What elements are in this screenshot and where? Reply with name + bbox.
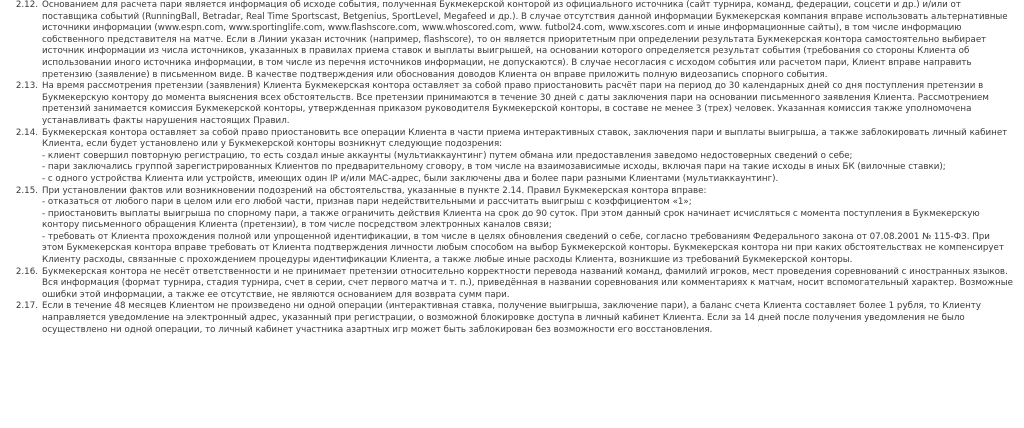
clause-number: 2.17. bbox=[15, 301, 38, 312]
clause-body bbox=[42, 128, 1014, 186]
clause-list-item: - отказаться от любого пари в целом или его любой части, признав пари недействительными и рассчитать выигрыш с коэффициентом «1»; bbox=[42, 197, 692, 208]
clause-2-14 bbox=[0, 128, 1014, 186]
clause-body bbox=[42, 301, 1014, 336]
clause-list-item: - приостановить выплаты выигрыша по спорному пари, а также ограничить действия Клиента на срок до 90 суток. При этом данный срок начинает исчисляться с момента поступления в Букмекерскую контору письменного обращения Клиента (претензии), в том числе посредством электронных каналов связи; bbox=[42, 208, 980, 231]
clause-text: На время рассмотрения претензии (заявления) Клиента Букмекерская контора оставляет за собой право приостановить расчёт пари на период до 30 календарных дней со дня поступления претензии в Букмекерскую контору до момента выяснения всех обстоятельств. Все претензии принимаются в течение 30 дней с даты заключения пари на основании письменного заявления Клиента. Рассмотрением претензий занимается комиссия Букмекерской конторы, утвержденная приказом руководителя Букмекерской конторы, в составе не менее 3 (трех) человек. Указанная комиссия также уполномочена устанавливать факты нарушения настоящих Правил. bbox=[42, 81, 989, 126]
clause-2-16 bbox=[0, 267, 1014, 302]
clause-number: 2.13. bbox=[15, 81, 38, 92]
clause-body bbox=[42, 186, 1014, 267]
clause-2-12 bbox=[0, 0, 1014, 81]
clause-2-15 bbox=[0, 186, 1014, 267]
clause-list-item: - пари заключались группой зарегистрированных Клиентов по предварительному сговору, в том числе на взаимозависимые исходы, включая пари на такие исходы в иных БК (вилочные ставки); bbox=[42, 162, 946, 173]
clause-text: Если в течение 48 месяцев Клиентом не произведено ни одной операции (интерактивная ставка, получение выигрыша, заключение пари), а баланс счета Клиента составляет более 1 рубля, то Клиенту направляется уведомление на электронный адрес, указанный при регистрации, о возможной блокировке доступа в личный кабинет Клиента. Если за 14 дней после получения уведомления не было осуществлено ни одной операции, то личный кабинет участника азартных игр может быть заблокирован без возможности его восстановления. bbox=[42, 301, 981, 335]
clause-2-13 bbox=[0, 81, 1014, 127]
clause-body bbox=[42, 267, 1014, 302]
clause-body bbox=[42, 0, 1014, 81]
clause-2-17 bbox=[0, 301, 1014, 336]
clause-number: 2.16. bbox=[15, 266, 38, 277]
clause-text: Основанием для расчета пари является информация об исходе события, полученная Букмекерской конторой из официального источника (сайт турнира, команд, федерации, соцсети и др.) и/или от поставщика событий (RunningBall, Betradar, Real Time Sportscast, Betgenius, SportLevel, Megafeed и др.). В случае отсутствия данной информации Букмекерская компания вправе использовать альтернативные источники информации (www.espn.com, www.sportinglife.com, www.flashscore.com, www.whoscored.com, www. futbol24.com, www.xscores.com и иные информационные сайты), в том числе информацию собственного представителя на матче. Если в Линии указан источник (например, flashscore), то он является приоритетным при определении результата Букмекерская контора самостоятельно выбирает источник информации из числа источников, указанных в правилах приема ставок и выплаты выигрышей, на основании которого определяется результат события (требования со стороны Клиента об использовании иного источника информации, в том числе из перечня источников информации, не допускаются). В случае несогласия с исходом события или расчетом пари, Клиент вправе направить претензию (заявление) в письменном виде. В качестве подтверждения или обоснования доводов Клиента он вправе приложить полную видеозапись спорного события. bbox=[42, 0, 1008, 80]
clause-list-item: - клиент совершил повторную регистрацию, то есть создал иные аккаунты (мультиаккаунтинг) путем обмана или предоставления заведомо недостоверных сведений о себе; bbox=[42, 150, 853, 161]
clause-text: Букмекерская контора не несёт ответственности и не принимает претензии относительно корректности перевода названий команд, фамилий игроков, мест проведения соревнований с иностранных языков. Вся информация (формат турнира, стадия турнира, счет в серии, счет первого матча и т. п.), приведённая в названии соревнования или комментариях к матчам, носит вспомогательный характер. Возможные ошибки этой информации, а также ее отсутствие, не являются основанием для возврата сумм пари. bbox=[42, 266, 1013, 300]
clause-text: Букмекерская контора оставляет за собой право приостановить все операции Клиента в части приема интерактивных ставок, заключения пари и выплаты выигрыша, а также заблокировать личный кабинет Клиента, если будет установлено или у Букмекерской конторы возникнут следующие подозрения: bbox=[42, 127, 1008, 150]
clause-number: 2.15. bbox=[15, 185, 38, 196]
clause-text: При установлении фактов или возникновении подозрений на обстоятельства, указанные в пункте 2.14. Правил Букмекерская контора вправе: bbox=[42, 185, 707, 196]
clause-list-item: - требовать от Клиента прохождения полной или упрощенной идентификации, в том числе в целях обновления сведений о себе, согласно требованиям Федерального закона от 07.08.2001 № 115-ФЗ. При этом Букмекерская контора вправе требовать от Клиента подтверждения личности любым способом на выбор Букмекерской конторы. Букмекерская контора ни при каких обстоятельствах не компенсирует Клиенту расходы, связанные с прохождением процедуры идентификации Клиента, а также любые иные расходы Клиента, возникшие из требований Букмекерской конторы. bbox=[42, 231, 1004, 266]
clause-number: 2.12. bbox=[15, 0, 38, 10]
clause-number: 2.14. bbox=[15, 127, 38, 138]
clause-body bbox=[42, 81, 1014, 127]
clause-list-item: - с одного устройства Клиента или устройств, имеющих один IP и/или МАС-адрес, были заключены два и более пари разными Клиентами (мультиаккаунтинг). bbox=[42, 173, 779, 184]
